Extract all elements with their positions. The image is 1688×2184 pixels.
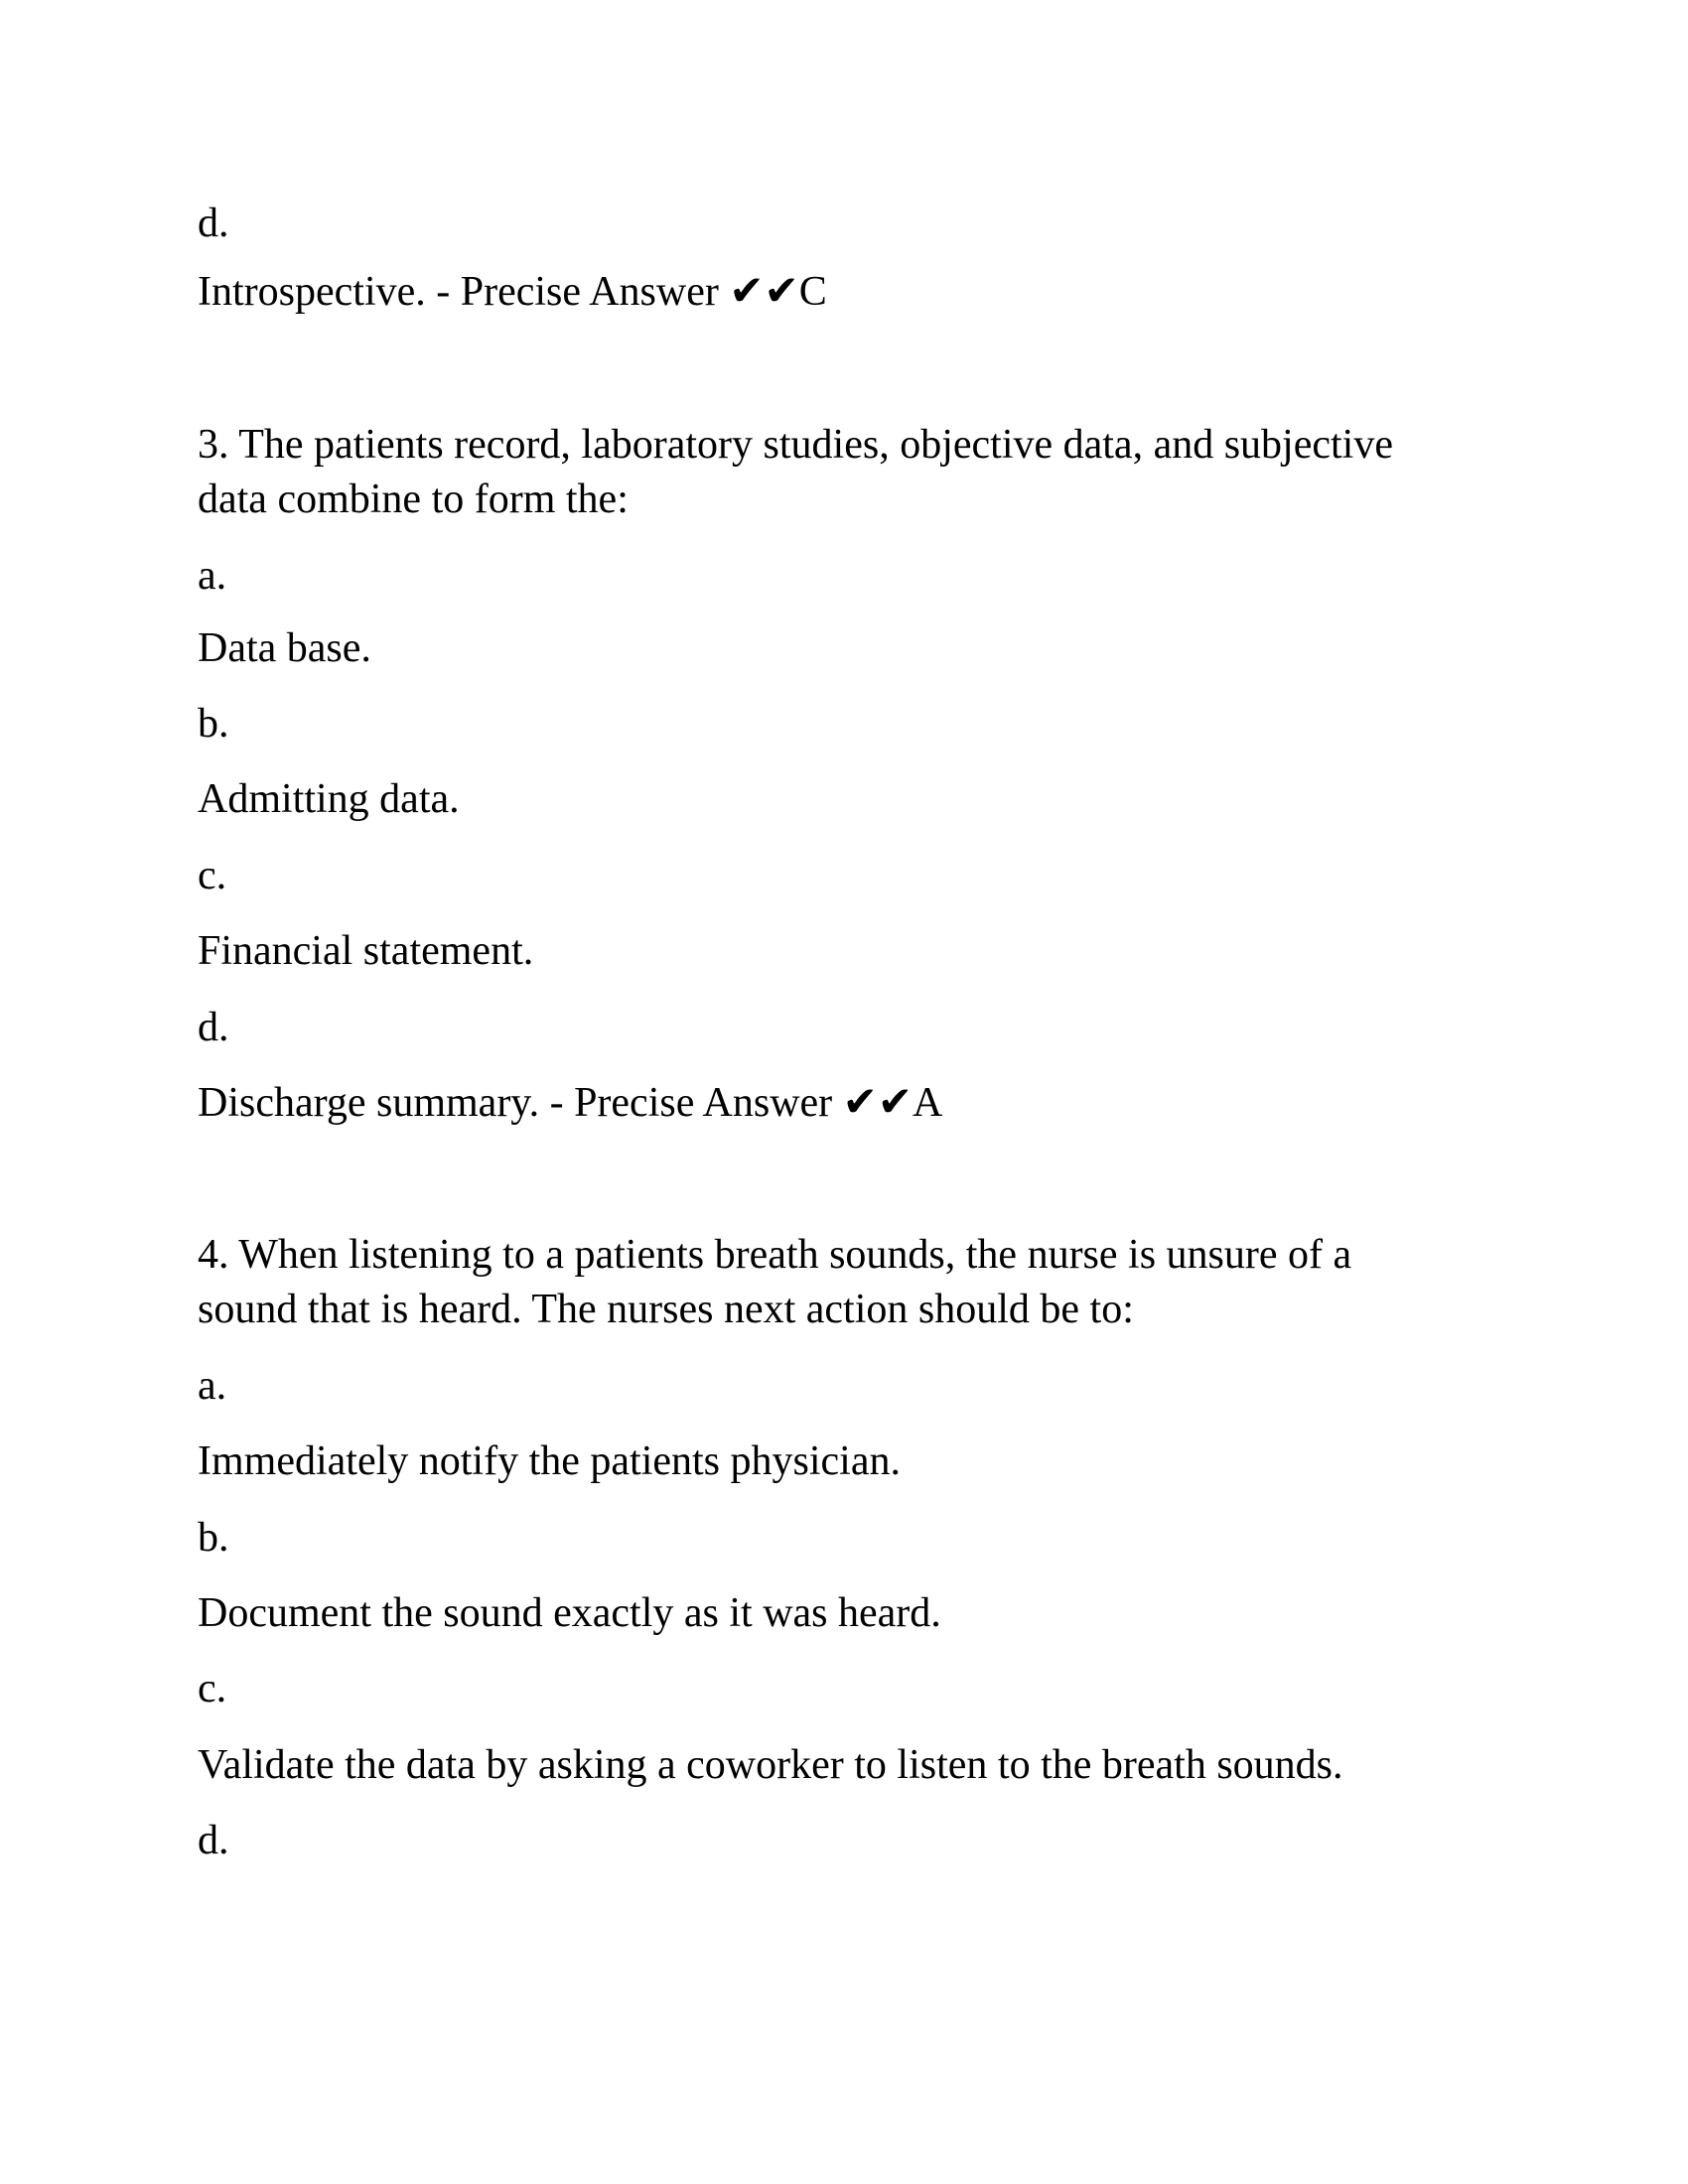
option-text: Admitting data. [198,776,460,822]
option-text: Validate the data by asking a coworker to listen to the breath sounds. [198,1742,1343,1788]
option-text: Document the sound exactly as it was heard. [198,1590,941,1636]
answer-line: Introspective. - Precise Answer ✔✔C [198,269,827,315]
question-text: sound that is heard. The nurses next action should be to: [198,1287,1134,1332]
option-label: d. [198,1005,229,1050]
option-label: d. [198,201,229,246]
question-text: 3. The patients record, laboratory studies, objective data, and subjective [198,422,1393,468]
option-label: a. [198,1363,227,1409]
question-text: data combine to form the: [198,477,629,522]
option-label: d. [198,1818,229,1863]
option-text: Financial statement. [198,928,534,974]
option-label: c. [198,853,227,898]
option-text: Immediately notify the patients physician. [198,1438,901,1484]
option-label: a. [198,553,227,599]
option-label: c. [198,1666,227,1711]
answer-line: Discharge summary. - Precise Answer ✔✔A [198,1080,943,1126]
question-text: 4. When listening to a patients breath sounds, the nurse is unsure of a [198,1232,1352,1278]
option-label: b. [198,1515,229,1561]
option-label: b. [198,701,229,747]
option-text: Data base. [198,625,371,671]
